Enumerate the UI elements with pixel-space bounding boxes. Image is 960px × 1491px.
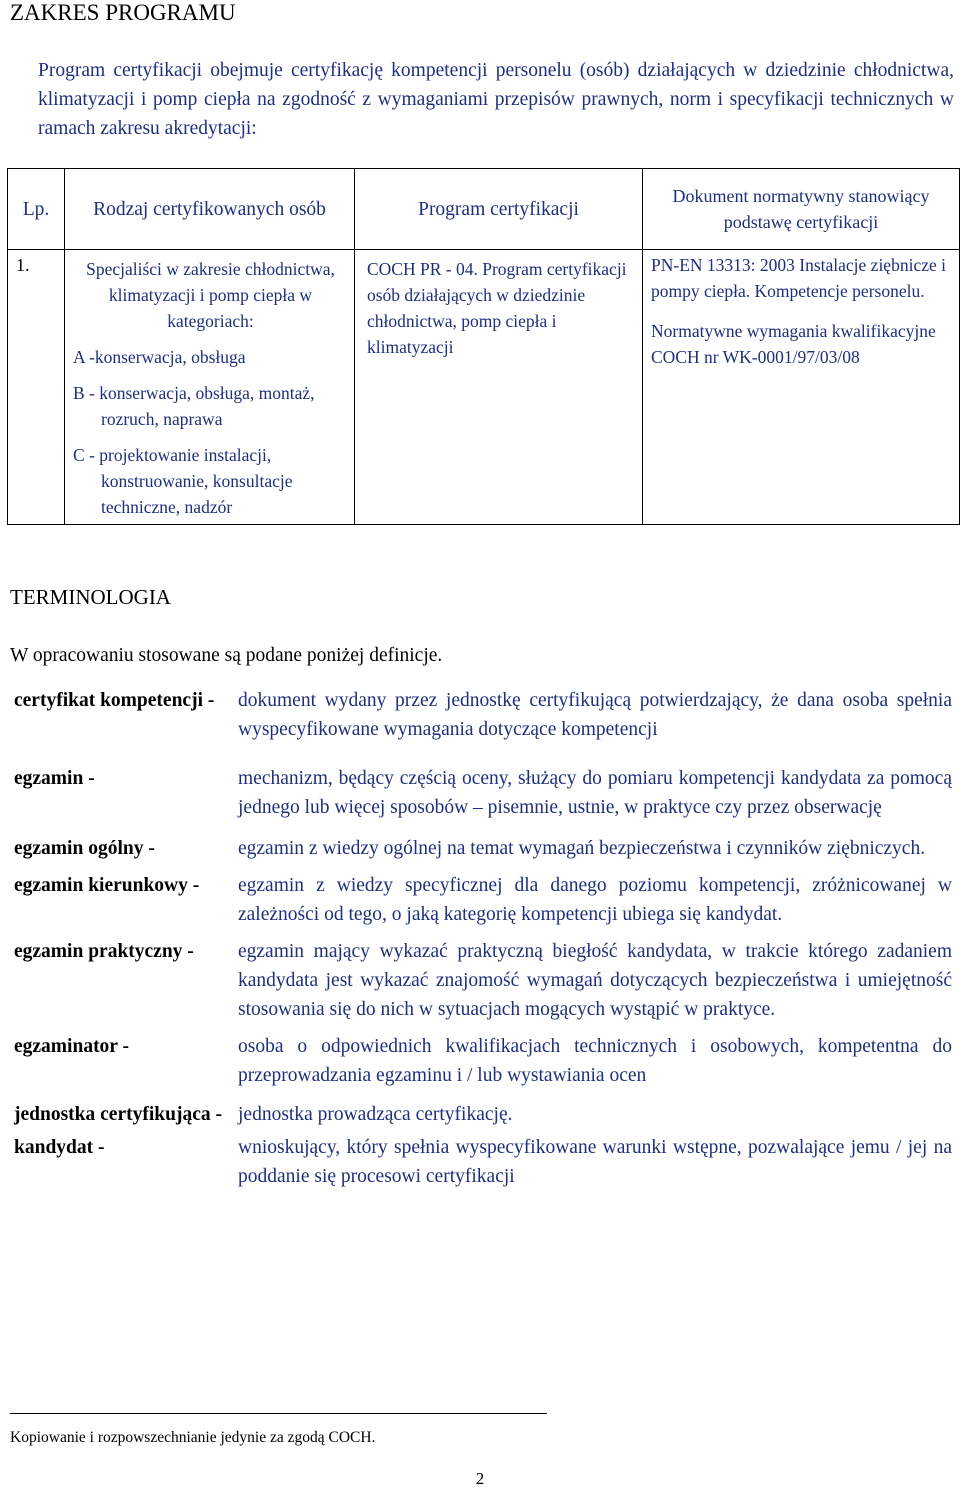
definition-term: certyfikat kompetencji - bbox=[14, 690, 215, 711]
definition-desc: wnioskujący, który spełnia wyspecyfikowane warunki wstępne, pozwalające jemu / jej na poddanie się procesowi certyfikacji bbox=[238, 1137, 952, 1187]
page-number: 2 bbox=[475, 1469, 485, 1488]
footnote: Kopiowanie i rozpowszechnianie jedynie za zgodą COCH. bbox=[10, 1429, 376, 1446]
definition-term: egzamin - bbox=[14, 768, 95, 789]
dokument-standard: PN-EN 13313: 2003 Instalacje ziębnicze i pompy ciepła. Kompetencje personelu. bbox=[651, 255, 946, 301]
list-item bbox=[14, 1032, 952, 1090]
header-program: Program certyfikacji bbox=[355, 169, 643, 250]
definition-desc: egzamin mający wykazać praktyczną biegłość kandydata, w trakcie którego zadaniem kandydata jest wykazać znajomość wymagań dotyczących bezpieczeństwa i umiejętność stosowania się do nich w sytuacjach mogących wystąpić w praktyce. bbox=[238, 941, 952, 1020]
table-header-row bbox=[8, 169, 960, 250]
definition-desc: mechanizm, będący częścią oceny, służący do pomiaru kompetencji kandydata za pomocą jednego lub więcej sposobów – pisemnie, ustnie, w praktyce czy przez obserwację bbox=[238, 768, 952, 818]
definition-term: egzamin kierunkowy - bbox=[14, 875, 200, 896]
definition-term: egzaminator - bbox=[14, 1036, 129, 1057]
definitions-list bbox=[14, 686, 952, 1191]
header-lp: Lp. bbox=[8, 169, 65, 250]
definition-term: jednostka certyfikująca - bbox=[14, 1104, 222, 1125]
cell-dokument bbox=[643, 250, 960, 525]
definition-term: egzamin praktyczny - bbox=[14, 941, 194, 962]
list-item bbox=[14, 834, 952, 863]
scope-table bbox=[7, 168, 960, 525]
definition-term: kandydat - bbox=[14, 1137, 105, 1158]
list-item bbox=[14, 1100, 952, 1129]
list-item bbox=[14, 871, 952, 929]
cell-program bbox=[355, 250, 643, 525]
definition-desc: egzamin z wiedzy ogólnej na temat wymagań bezpieczeństwa i czynników ziębniczych. bbox=[238, 838, 926, 859]
category-a: A -konserwacja, obsługa bbox=[73, 347, 246, 367]
list-item bbox=[14, 686, 952, 744]
cell-rodzaj bbox=[65, 250, 355, 525]
footnote-separator bbox=[10, 1413, 547, 1414]
list-item bbox=[14, 764, 952, 822]
table-row bbox=[8, 250, 960, 525]
header-rodzaj: Rodzaj certyfikowanych osób bbox=[65, 169, 355, 250]
definition-desc: dokument wydany przez jednostkę certyfikującą potwierdzający, że dana osoba spełnia wyspecyfikowane wymagania dotyczące kompetencji bbox=[238, 690, 952, 740]
category-b: B - konserwacja, obsługa, montaż, rozruch, naprawa bbox=[73, 383, 315, 429]
dokument-requirements: Normatywne wymagania kwalifikacyjne COCH nr WK-0001/97/03/08 bbox=[651, 321, 936, 367]
intro-paragraph: Program certyfikacji obejmuje certyfikację kompetencji personelu (osób) działających w dziedzinie chłodnictwa, klimatyzacji i pomp ciepła na zgodność z wymaganiami przepisów prawnych, norm i specyfikacji technicznych w ramach zakresu akredytacji: bbox=[38, 60, 954, 139]
program-text: COCH PR - 04. Program certyfikacji osób działających w dziedzinie chłodnictwa, pomp ciepła i klimatyzacji bbox=[367, 259, 627, 357]
rodzaj-intro: Specjaliści w zakresie chłodnictwa, klimatyzacji i pomp ciepła w kategoriach: bbox=[86, 259, 335, 331]
definition-desc: jednostka prowadząca certyfikację. bbox=[238, 1104, 513, 1125]
page-heading: ZAKRES PROGRAMU bbox=[10, 0, 236, 25]
category-c: C - projektowanie instalacji, konstruowanie, konsultacje techniczne, nadzór bbox=[73, 445, 293, 517]
header-dokument: Dokument normatywny stanowiący podstawę certyfikacji bbox=[643, 169, 960, 250]
terminology-intro: W opracowaniu stosowane są podane poniżej definicje. bbox=[10, 645, 443, 666]
definition-term: egzamin ogólny - bbox=[14, 838, 155, 859]
list-item bbox=[14, 1133, 952, 1191]
cell-lp: 1. bbox=[8, 250, 65, 525]
definition-desc: osoba o odpowiednich kwalifikacjach technicznych i osobowych, kompetentna do przeprowadzania egzaminu i / lub wystawiania ocen bbox=[238, 1036, 952, 1086]
definition-desc: egzamin z wiedzy specyficznej dla danego poziomu kompetencji, zróżnicowanej w zależności od tego, o jaką kategorię kompetencji ubiega się kandydat. bbox=[238, 875, 952, 925]
list-item bbox=[14, 937, 952, 1024]
terminology-title: TERMINOLOGIA bbox=[10, 585, 171, 609]
